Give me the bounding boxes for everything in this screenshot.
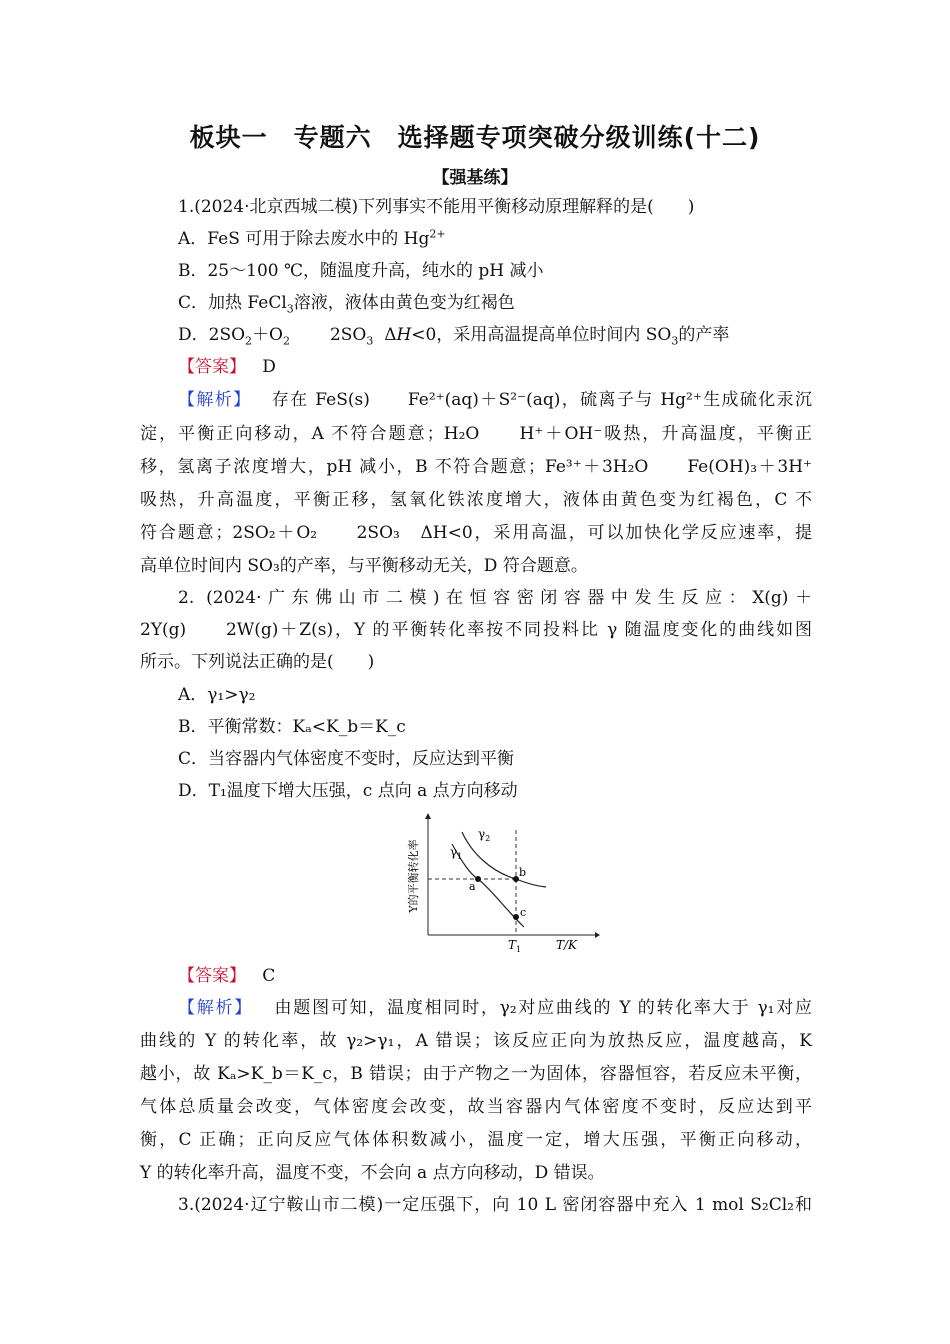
q2-stem-line-2: 2Y(g) 2W(g)＋Z(s)，Y 的平衡转化率按不同投料比 γ 随温度变化的曲线如图 [140, 620, 812, 640]
q2-option-b: B．平衡常数：Kₐ<K_b＝K_c [178, 717, 406, 737]
q2-answer: 【答案】 C [178, 966, 276, 986]
x-axis-arrow [595, 932, 600, 938]
gamma1-curve [452, 844, 527, 927]
point-a-marker [475, 876, 481, 882]
q2-analysis-line-3: 越小，故 Kₐ>K_b＝K_c，B 错误；由于产物之一为固体，容器恒容，若反应未平衡， [140, 1064, 812, 1084]
q1-option-b: B．25～100 ℃，随温度升高，纯水的 pH 减小 [178, 261, 544, 281]
q3-stem: 3.(2024·辽宁鞍山市二模)一定压强下，向 10 L 密闭容器中充入 1 mol S₂Cl₂和 [178, 1195, 812, 1215]
q1-analysis-line-4: 吸热，升高温度，平衡正移，氢氧化铁浓度增大，液体由黄色变为红褐色，C 不 [140, 490, 812, 510]
q2-option-a: A．γ₁>γ₂ [178, 685, 256, 705]
q1-analysis-line-5: 符合题意；2SO₂＋O₂ 2SO₃ ΔH<0，采用高温，可以加快化学反应速率，提 [140, 523, 812, 543]
q1-analysis-line-2: 淀，平衡正向移动，A 不符合题意；H₂O H⁺＋OH⁻吸热，升高温度，平衡正 [140, 424, 812, 444]
q1-stem: 1.(2024·北京西城二模)下列事实不能用平衡移动原理解释的是( ) [178, 197, 695, 217]
t1-label: $T_1$ [508, 938, 522, 954]
q1-option-c: C．加热 FeCl$_3$溶液，液体由黄色变为红褐色 [178, 293, 515, 316]
q1-option-d: D．$2SO_2+O_2$ $2SO_3$ ΔH<0，采用高温提高单位时间内 $SO_3$的产率 [178, 325, 730, 348]
y-axis-label: Y的平衡转化率 [407, 839, 420, 913]
q1-answer: 【答案】 D [178, 357, 276, 377]
q2-stem-line-1: 2. (2024·广东佛山市二模)在恒容密闭容器中发生反应：X(g)＋ [178, 588, 812, 608]
q2-option-c: C．当容器内气体密度不变时，反应达到平衡 [178, 749, 515, 769]
section-heading: 【强基练】 [432, 168, 518, 188]
q2-stem-line-3: 所示。下列说法正确的是( ) [140, 652, 375, 672]
q1-analysis-line-1: 【解析】 存在 FeS(s) Fe²⁺(aq)＋S²⁻(aq)，硫离子与 Hg²⁺生成硫化汞沉 [178, 390, 813, 410]
q1-analysis-line-3: 移，氢离子浓度增大，pH 减小，B 不符合题意；Fe³⁺＋3H₂O Fe(OH)₃＋3H⁺ [140, 457, 812, 477]
q2-analysis-line-2: 曲线的 Y 的转化率，故 γ₂>γ₁，A 错误；该反应正向为放热反应，温度越高，K [140, 1031, 812, 1051]
point-a-label: a [469, 880, 476, 893]
y-axis-arrow [425, 813, 431, 819]
point-c-label: c [520, 906, 527, 919]
q2-analysis-line-5: 衡，C 正确；正向反应气体体积数减小，温度一定，增大压强，平衡正向移动， [140, 1130, 812, 1150]
point-b-label: b [519, 866, 527, 879]
q1-analysis-line-6: 高单位时间内 SO₃的产率，与平衡移动无关，D 符合题意。 [140, 556, 588, 576]
x-axis-label: T/K [556, 938, 578, 952]
point-c-marker [513, 914, 519, 920]
q2-option-d: D．T₁温度下增大压强，c 点向 a 点方向移动 [178, 781, 518, 801]
gamma1-label: $\gamma_1$ [450, 845, 463, 861]
page-title: 板块一 专题六 选择题专项突破分级训练(十二) [189, 123, 761, 152]
q1-option-a: A．FeS 可用于除去废水中的 $Hg^{2+}$ [178, 227, 446, 249]
conversion-temperature-figure [400, 810, 600, 960]
gamma2-label: $\gamma_2$ [478, 827, 491, 843]
gamma2-curve [462, 832, 546, 887]
q2-analysis-line-4: 气体总质量会改变，气体密度会改变，故当容器内气体密度不变时，反应达到平 [140, 1097, 812, 1117]
q2-analysis-line-1: 【解析】 由题图可知，温度相同时，γ₂对应曲线的 Y 的转化率大于 γ₁对应 [178, 998, 812, 1018]
q2-analysis-line-6: Y 的转化率升高，温度不变，不会向 a 点方向移动，D 错误。 [140, 1163, 605, 1183]
